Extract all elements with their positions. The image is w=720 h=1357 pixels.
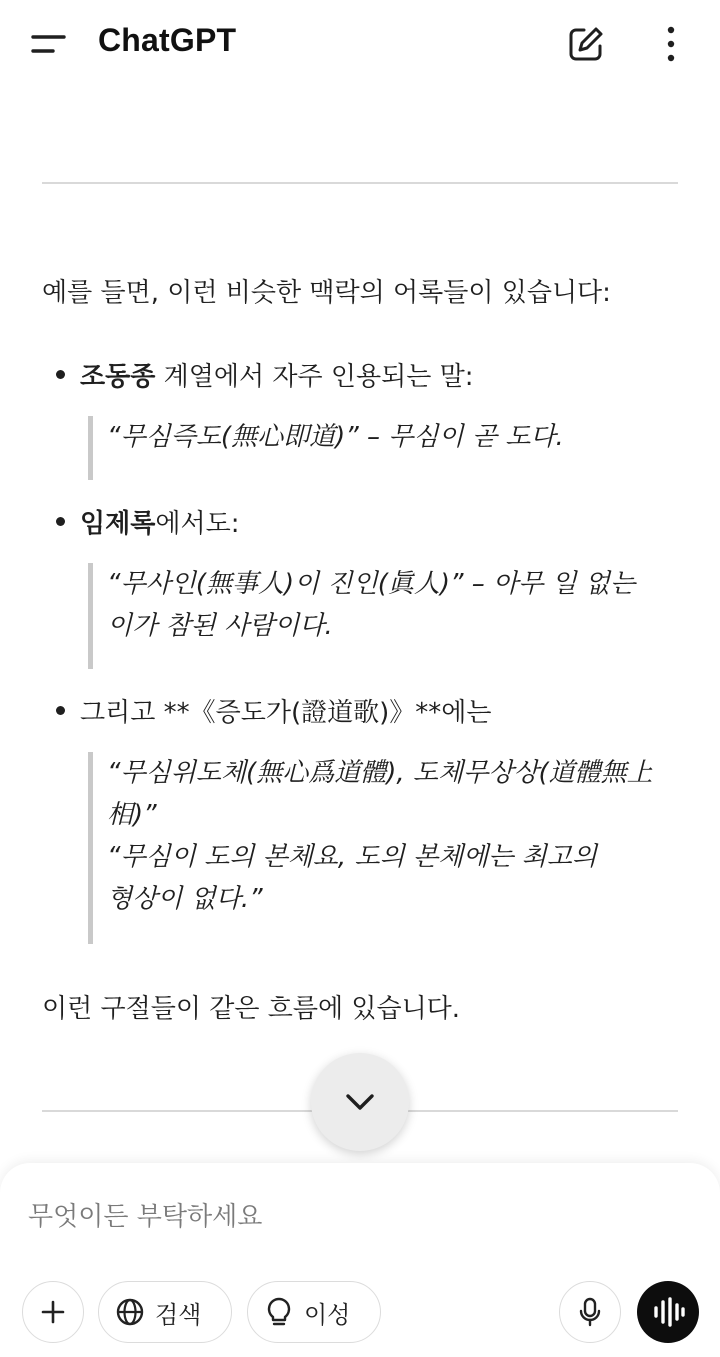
scroll-down-button[interactable] <box>311 1053 409 1151</box>
blockquote <box>88 752 678 944</box>
list-item-bold: 임제록 <box>80 509 156 539</box>
list-item <box>56 356 473 393</box>
bullet-icon <box>56 517 65 526</box>
composer <box>0 1163 720 1357</box>
outro-text: 이런 구절들이 같은 흐름에 있습니다. <box>42 994 461 1024</box>
blockquote <box>88 416 678 480</box>
search-button-label: 검색 <box>155 1300 202 1329</box>
edit-icon[interactable] <box>566 24 606 64</box>
app-title: ChatGPT <box>98 22 237 58</box>
lightbulb-icon <box>264 1296 294 1328</box>
list-item-text: 그리고 **《증도가(證道歌)》**에는 <box>80 698 492 728</box>
plus-icon <box>40 1299 66 1325</box>
intro-text: 예를 들면, 이런 비슷한 맥락의 어록들이 있습니다: <box>42 278 611 308</box>
quote-line: “무사인(無事人)이 진인(眞人)” – 아무 일 없는 <box>107 569 636 599</box>
reason-button[interactable] <box>247 1281 381 1343</box>
list-item <box>56 503 239 540</box>
more-vertical-icon[interactable] <box>656 24 686 64</box>
quote-line: “무심이 도의 본체요, 도의 본체에는 최고의 <box>107 842 598 872</box>
list-item <box>56 692 491 729</box>
quote-line: 형상이 없다.” <box>107 884 263 914</box>
section-divider <box>42 182 678 184</box>
add-attachment-button[interactable] <box>22 1281 84 1343</box>
quote-line: “무심위도체(無心爲道體), 도체무상상(道體無上 <box>107 758 653 788</box>
blockquote <box>88 563 678 669</box>
voice-waveform-icon <box>650 1296 686 1328</box>
bullet-icon <box>56 706 65 715</box>
top-bar <box>0 0 720 88</box>
quote-line: 相)” <box>107 800 157 830</box>
prompt-input[interactable] <box>28 1197 688 1237</box>
reason-button-label: 이성 <box>304 1300 351 1329</box>
globe-icon <box>115 1297 145 1327</box>
menu-icon[interactable] <box>28 28 72 62</box>
voice-mode-button[interactable] <box>637 1281 699 1343</box>
list-item-text: 에서도: <box>155 509 240 539</box>
chevron-down-icon <box>343 1086 377 1118</box>
mic-button[interactable] <box>559 1281 621 1343</box>
bullet-icon <box>56 370 65 379</box>
list-item-text: 계열에서 자주 인용되는 말: <box>155 362 474 392</box>
mic-icon <box>577 1296 603 1328</box>
quote-line: “무심즉도(無心即道)” – 무심이 곧 도다. <box>107 422 564 452</box>
list-item-bold: 조동종 <box>80 362 156 392</box>
quote-line: 이가 참된 사람이다. <box>107 611 333 641</box>
search-button[interactable] <box>98 1281 232 1343</box>
